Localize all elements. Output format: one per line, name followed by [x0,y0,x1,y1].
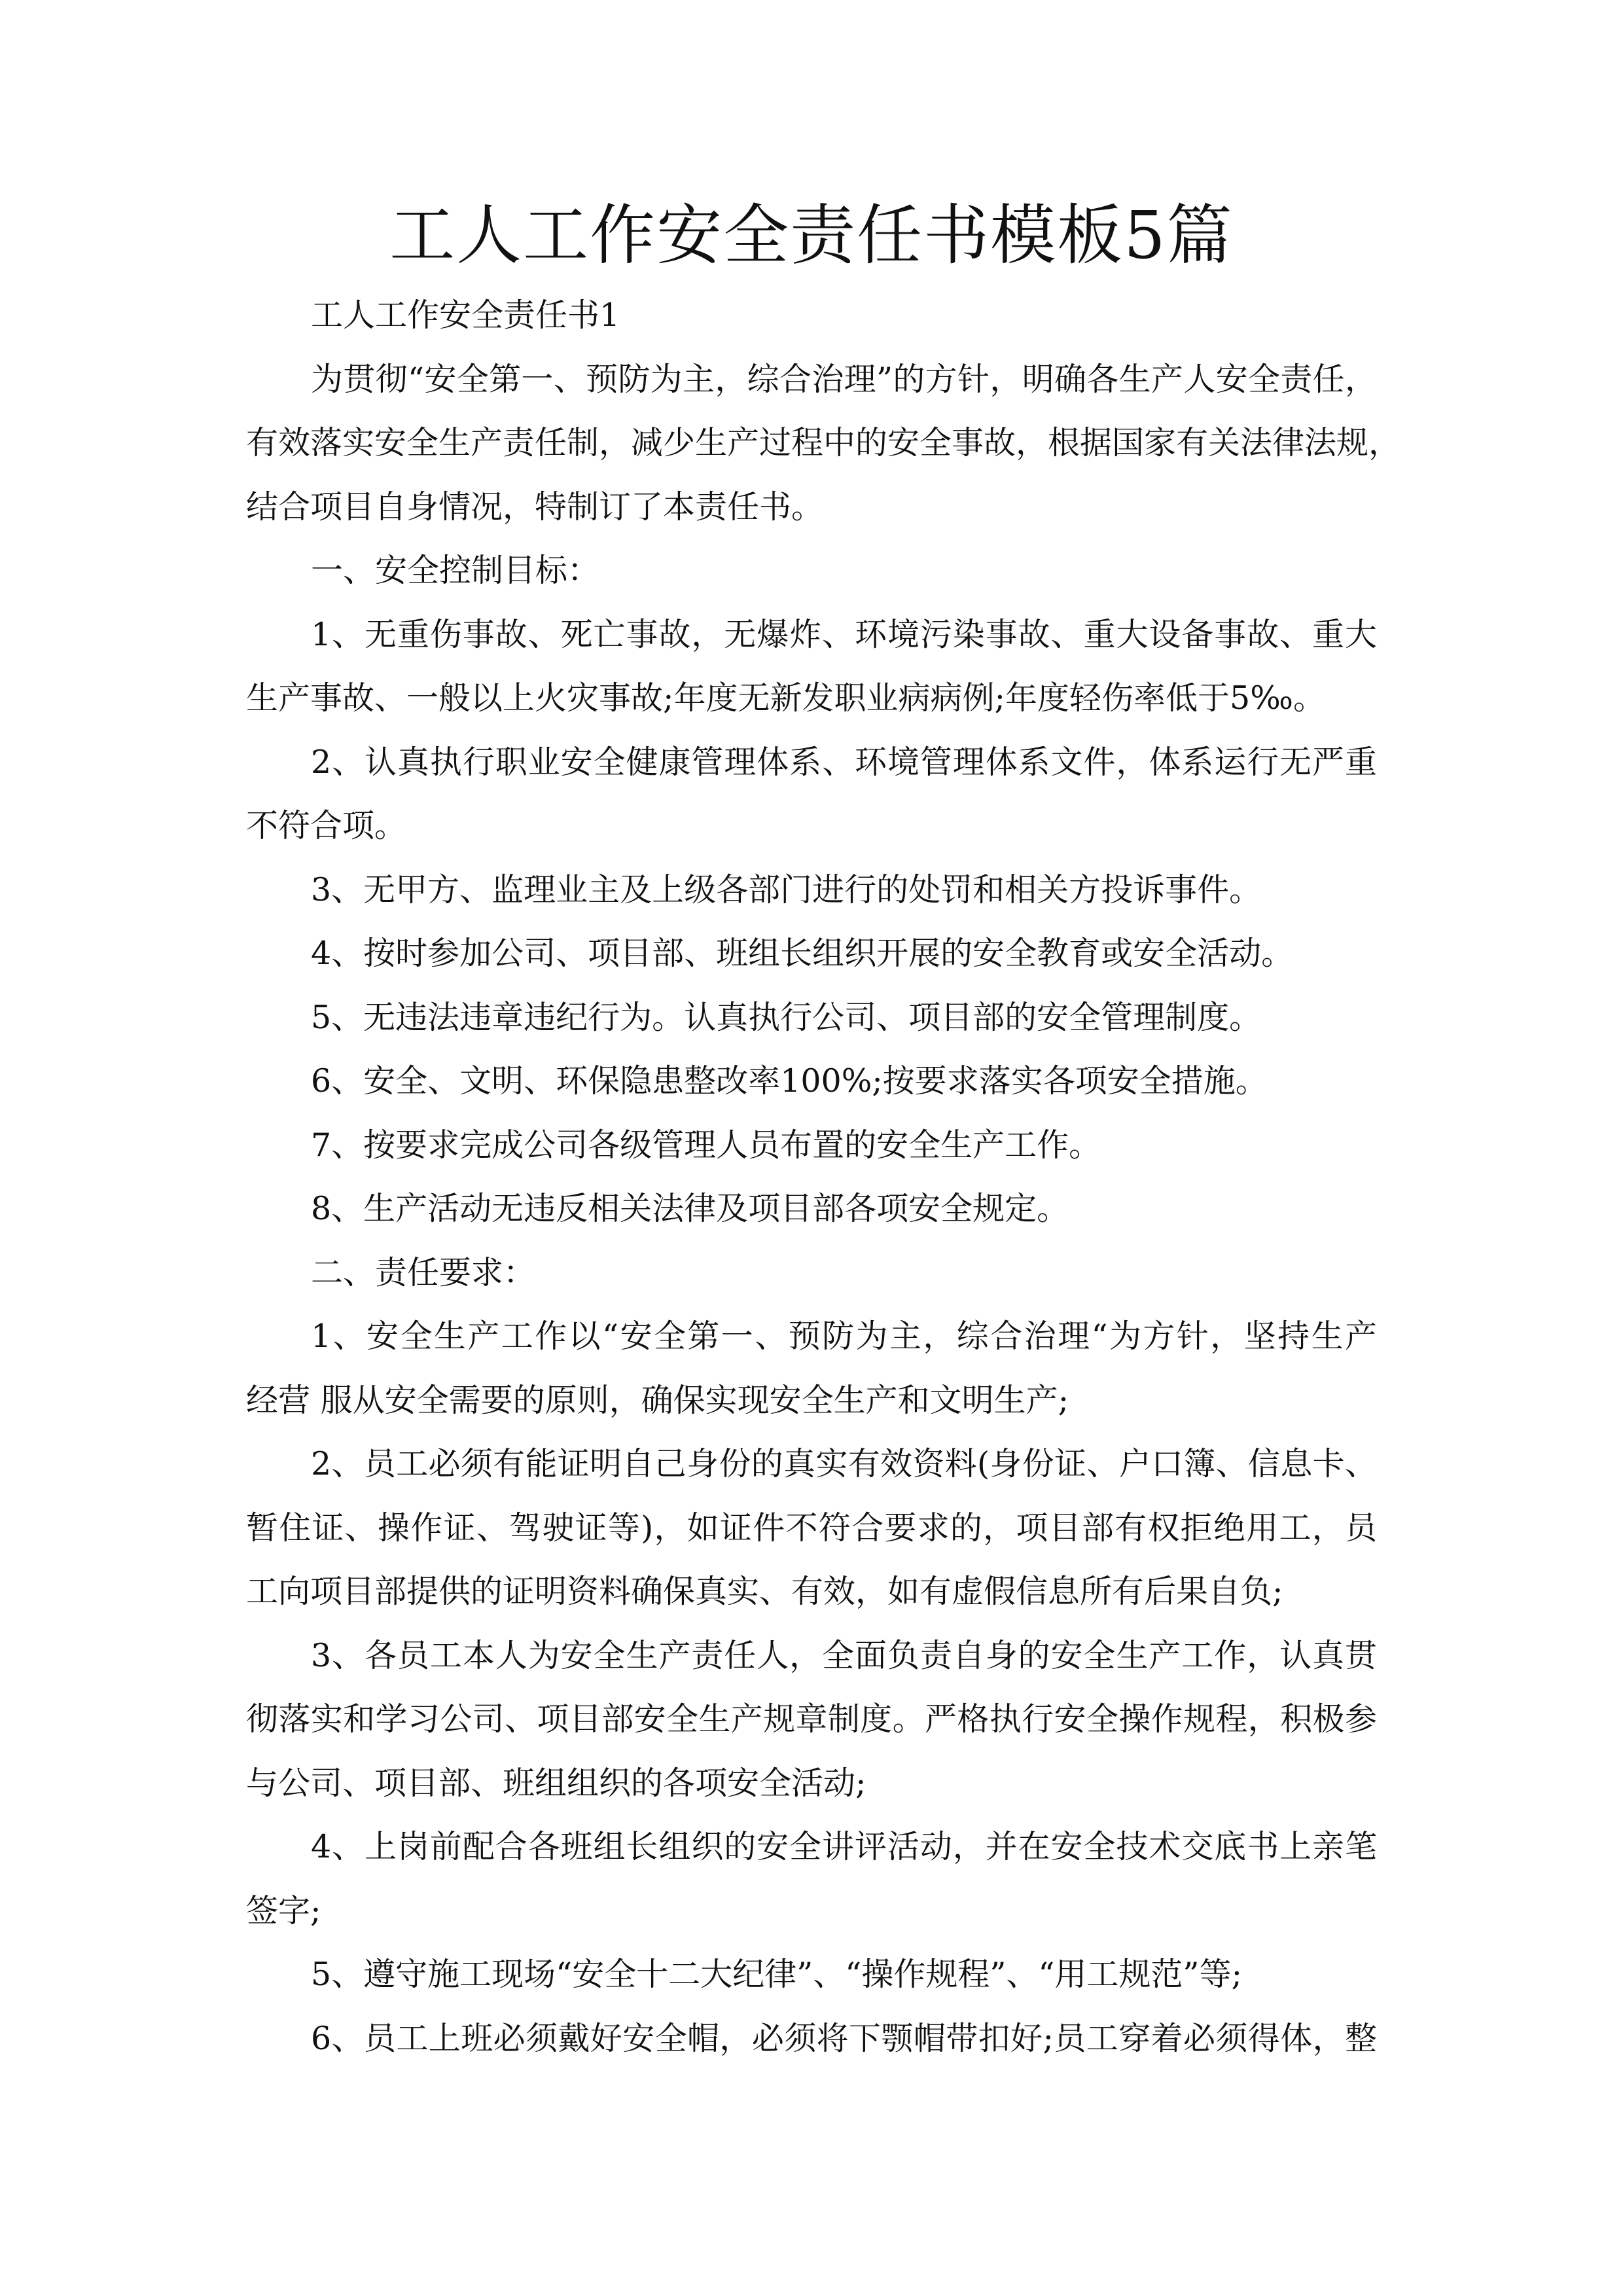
paragraph-line: 彻落实和学习公司、项目部安全生产规章制度。严格执行安全操作规程，积极参 [246,1700,1377,1738]
paragraph-line: 为贯彻“安全第一、预防为主，综合治理”的方针，明确各生产人安全责任， [311,360,1377,398]
paragraph-line: 生产事故、一般以上火灾事故;年度无新发职业病病例;年度轻伤率低于5‰。 [246,679,1325,717]
paragraph-line: 有效落实安全生产责任制，减少生产过程中的安全事故，根据国家有关法律法规， [246,424,1401,461]
paragraph-line: 结合项目自身情况，特制订了本责任书。 [246,488,824,526]
paragraph-line: 工向项目部提供的证明资料确保真实、有效，如有虚假信息所有后果自负; [246,1573,1283,1610]
section-heading: 二、责任要求： [311,1253,536,1291]
paragraph-line: 4、上岗前配合各班组长组织的安全讲评活动，并在安全技术交底书上亲笔 [311,1828,1377,1865]
section-heading: 工人工作安全责任书1 [311,296,620,334]
paragraph-line: 与公司、项目部、班组组织的各项安全活动; [246,1764,866,1802]
paragraph-line: 5、无违法违章违纪行为。认真执行公司、项目部的安全管理制度。 [311,998,1262,1036]
paragraph-line: 5、遵守施工现场“安全十二大纪律”、“操作规程”、“用工规范”等; [311,1956,1242,1993]
paragraph-line: 6、员工上班必须戴好安全帽，必须将下颚帽带扣好;员工穿着必须得体，整 [311,2019,1377,2057]
paragraph-line: 6、安全、文明、环保隐患整改率100%;按要求落实各项安全措施。 [311,1062,1268,1100]
paragraph-line: 不符合项。 [246,807,407,844]
paragraph-line: 8、生产活动无违反相关法律及项目部各项安全规定。 [311,1190,1069,1227]
paragraph-line: 1、无重伤事故、死亡事故，无爆炸、环境污染事故、重大设备事故、重大 [311,615,1377,653]
paragraph-line: 4、按时参加公司、项目部、班组长组织开展的安全教育或安全活动。 [311,935,1294,972]
document-title: 工人工作安全责任书模板5篇 [389,197,1234,274]
section-heading: 一、安全控制目标： [311,552,600,589]
document-body [246,283,1401,2070]
paragraph-line: 3、无甲方、监理业主及上级各部门进行的处罚和相关方投诉事件。 [311,870,1262,908]
paragraph-line: 1、安全生产工作以“安全第一、预防为主，综合治理“为方针，坚持生产 [311,1318,1377,1355]
paragraph-line: 3、各员工本人为安全生产责任人，全面负责自身的安全生产工作，认真贯 [311,1636,1377,1674]
paragraph-line: 7、按要求完成公司各级管理人员布置的安全生产工作。 [311,1126,1101,1164]
paragraph-line: 2、员工必须有能证明自己身份的真实有效资料(身份证、户口簿、信息卡、 [311,1445,1377,1482]
paragraph-line: 签字; [246,1892,321,1929]
paragraph-line: 暂住证、操作证、驾驶证等)，如证件不符合要求的，项目部有权拒绝用工，员 [246,1509,1377,1547]
paragraph-line: 经营 服从安全需要的原则，确保实现安全生产和文明生产; [246,1381,1069,1419]
paragraph-line: 2、认真执行职业安全健康管理体系、环境管理体系文件，体系运行无严重 [311,743,1377,781]
